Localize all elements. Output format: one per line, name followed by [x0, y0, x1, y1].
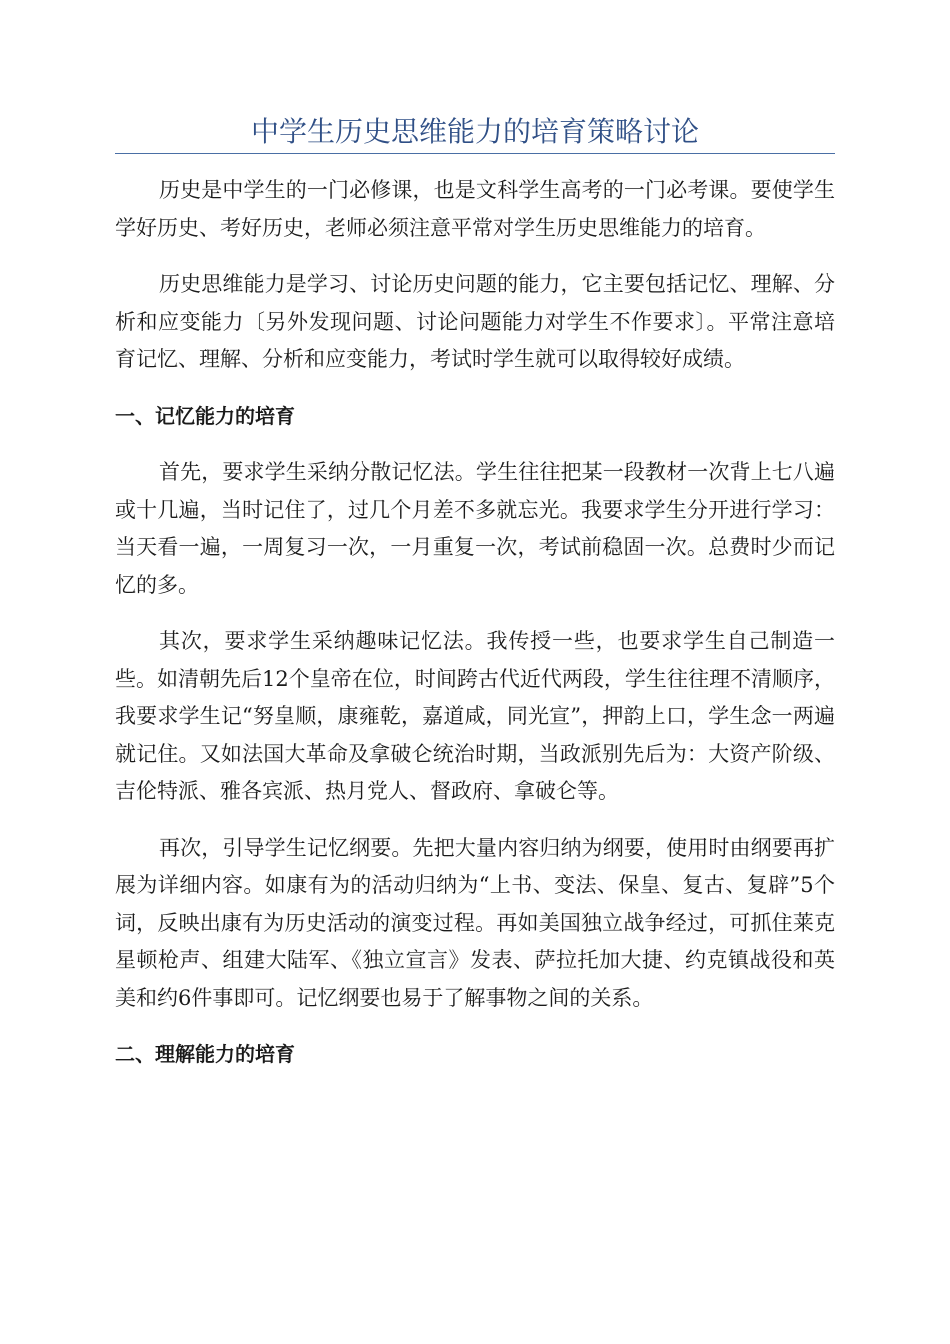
intro-paragraph-2: 历史思维能力是学习、讨论历史问题的能力，它主要包括记忆、理解、分析和应变能力〔另外发现问题、讨论问题能力对学生不作要求〕。平常注意培育记忆、理解、分析和应变能力，考试时学生就可以取得较好成绩。: [115, 272, 835, 371]
memory-paragraph-3: 再次，引导学生记忆纲要。先把大量内容归纳为纲要，使用时由纲要再扩展为详细内容。如康有为的活动归纳为“上书、变法、保皇、复古、复辟”5个词，反映出康有为历史活动的演变过程。再如美国独立战争经过，可抓住莱克星顿枪声、组建大陆军、《独立宣言》发表、萨拉托加大捷、约克镇战役和英美和约6件事即可。记忆纲要也易于了解事物之间的关系。: [115, 835, 835, 1010]
document-body: [115, 172, 835, 1093]
memory-paragraph-1: 首先，要求学生采纳分散记忆法。学生往往把某一段教材一次背上七八遍或十几遍，当时记住了，过几个月差不多就忘光。我要求学生分开进行学习：当天看一遍，一周复习一次，一月重复一次，考试前稳固一次。总费时少而记忆的多。: [115, 460, 835, 597]
section-heading-memory: 一、记忆能力的培育: [115, 403, 295, 428]
title-underline: [115, 153, 835, 154]
intro-paragraph-1: 历史是中学生的一门必修课，也是文科学生高考的一门必考课。要使学生学好历史、考好历史，老师必须注意平常对学生历史思维能力的培育。: [115, 178, 835, 240]
document-title: 中学生历史思维能力的培育策略讨论: [250, 115, 699, 148]
memory-paragraph-2: 其次，要求学生采纳趣味记忆法。我传授一些，也要求学生自己制造一些。如清朝先后12个皇帝在位，时间跨古代近代两段，学生往往理不清顺序，我要求学生记“努皇顺，康雍乾，嘉道咸，同光宣”，押韵上口，学生念一两遍就记住。又如法国大革命及拿破仑统治时期，当政派别先后为：大资产阶级、吉伦特派、雅各宾派、热月党人、督政府、拿破仑等。: [115, 629, 835, 803]
section-heading-understanding: 二、理解能力的培育: [115, 1042, 295, 1066]
